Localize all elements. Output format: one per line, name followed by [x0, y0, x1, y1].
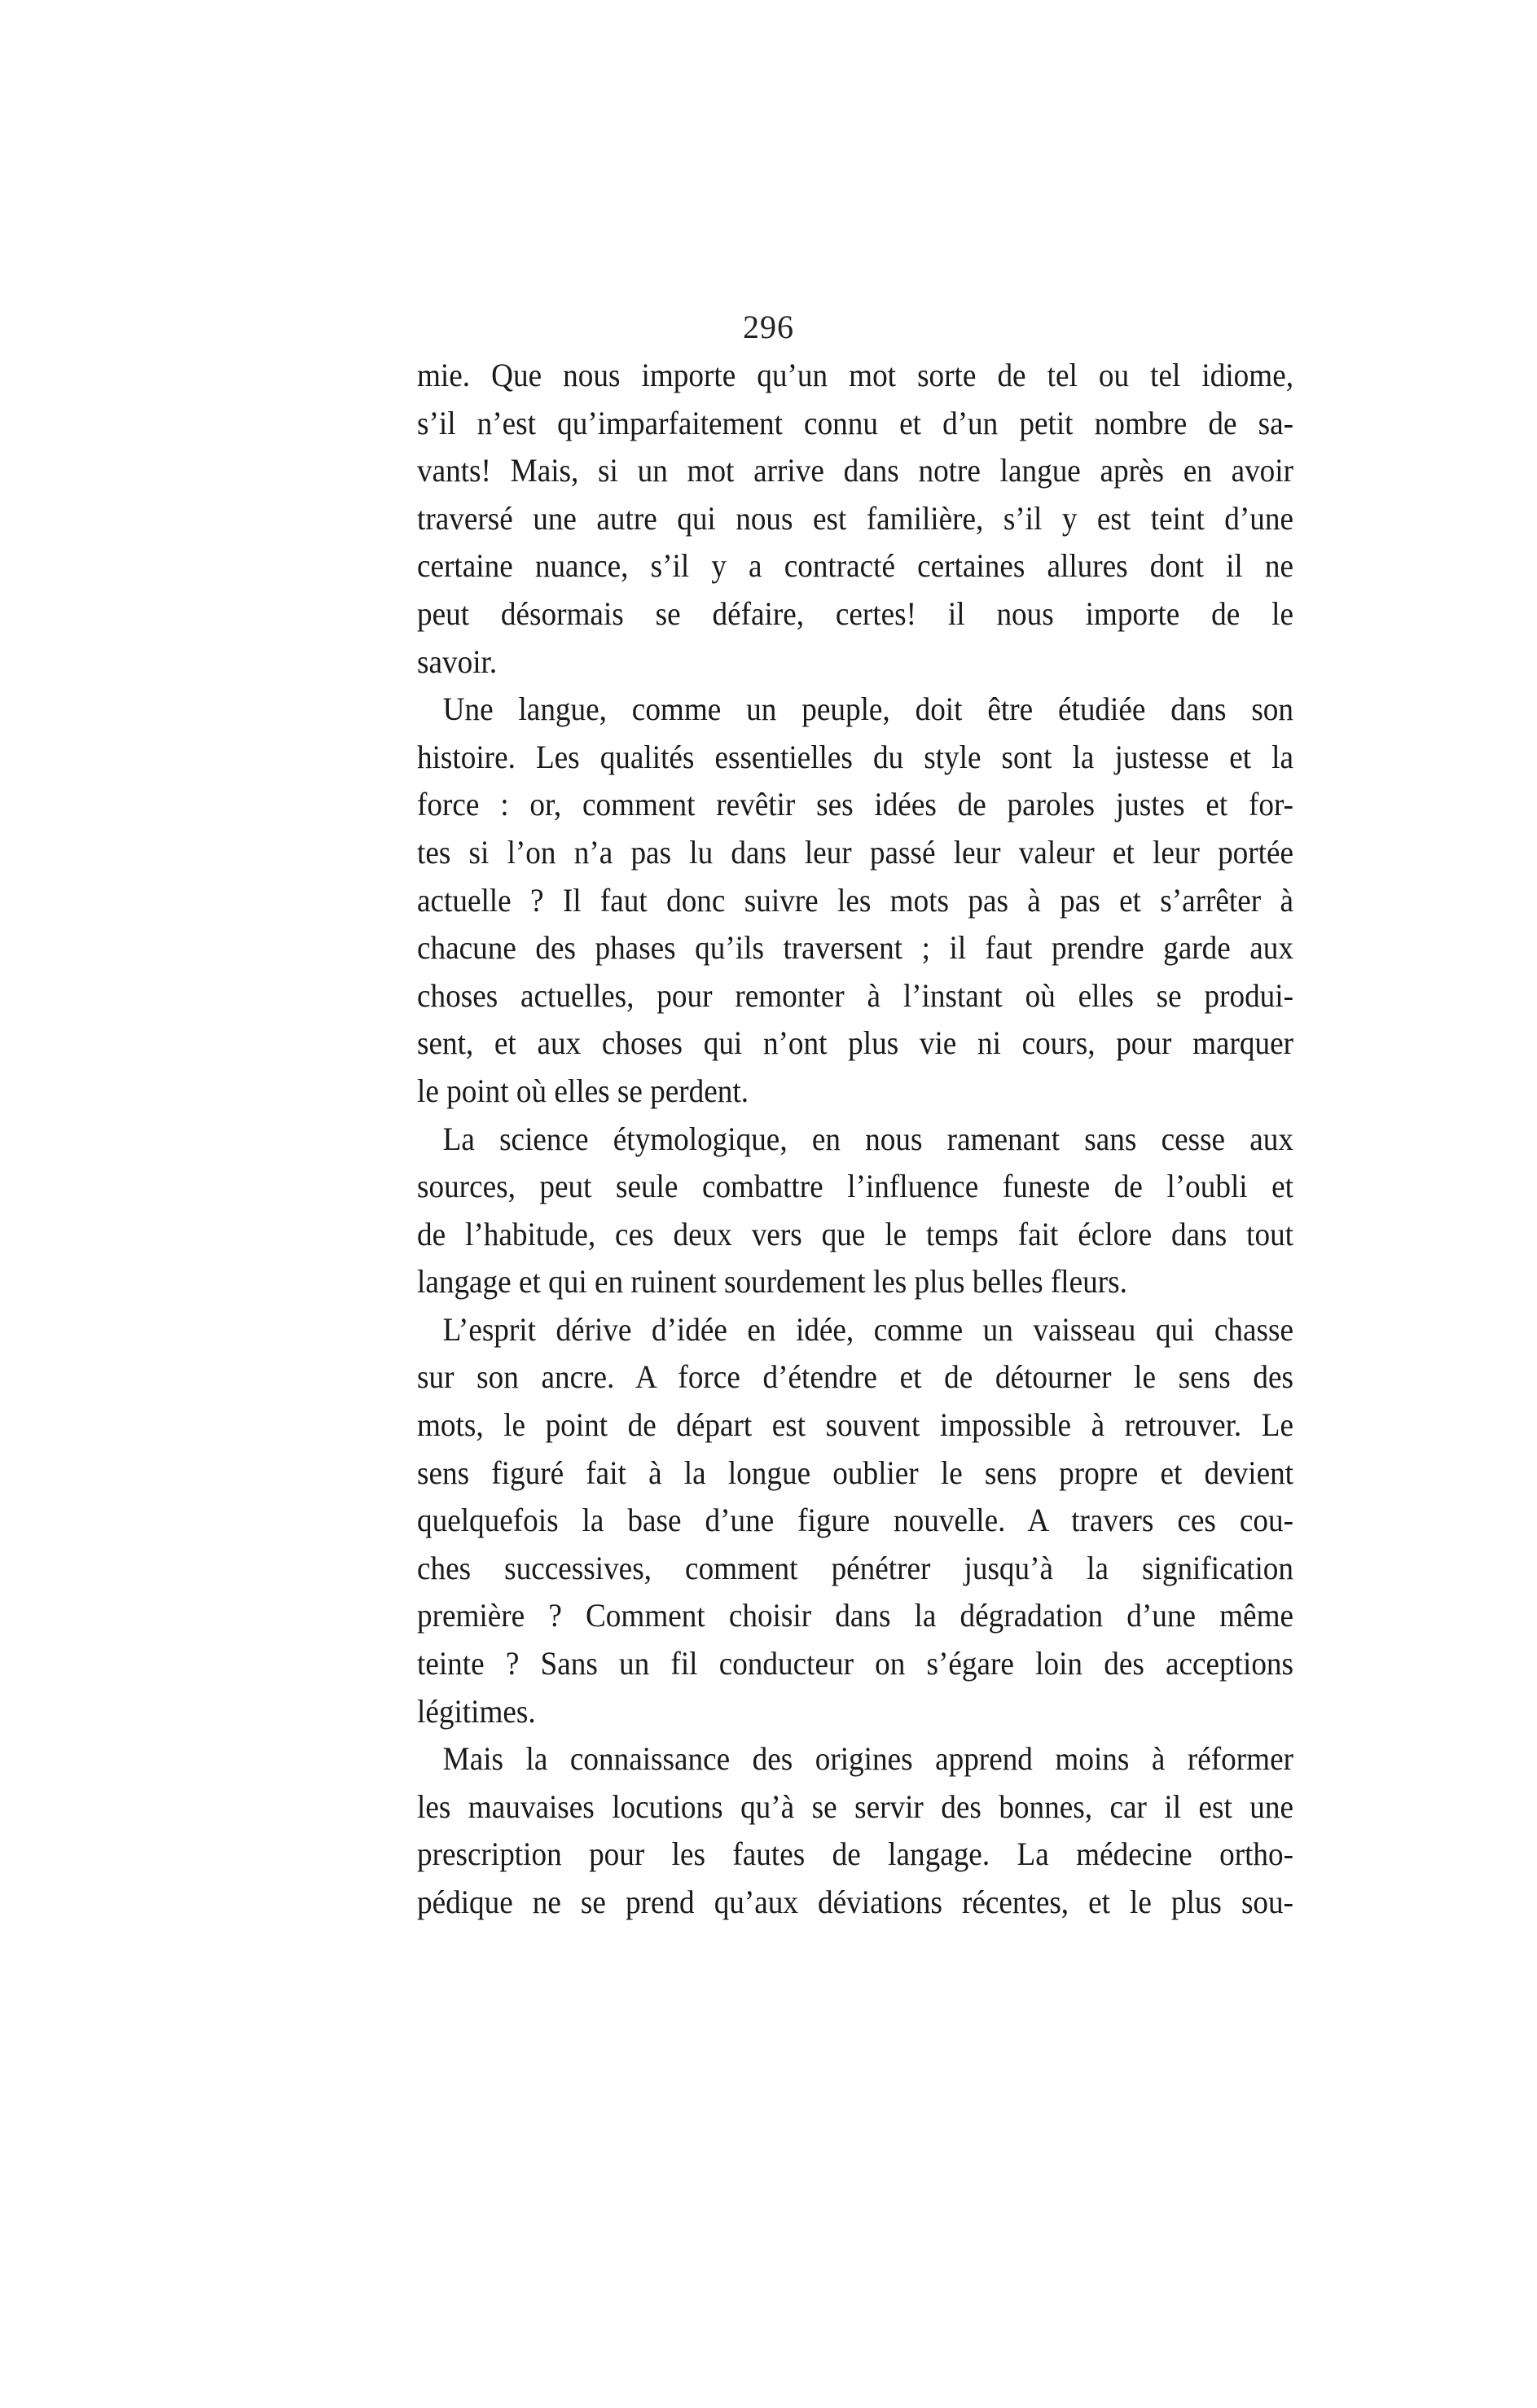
text-line: Une langue, comme un peuple, doit être étudiée dans son [442, 691, 1294, 728]
text-line: sur son ancre. A force d’étendre et de détourner le sens des [417, 1358, 1294, 1396]
text-line: certaine nuance, s’il y a contracté certaines allures dont il ne [417, 547, 1294, 585]
text-line: sources, peut seule combattre l’influence funeste de l’oubli et [417, 1168, 1294, 1205]
text-line: savoir. [417, 643, 498, 680]
text-line: choses actuelles, pour remonter à l’instant où elles se produi- [417, 976, 1294, 1014]
text-line: tes si l’on n’a pas lu dans leur passé leur valeur et leur portée [417, 833, 1294, 871]
text-line: vants! Mais, si un mot arrive dans notre langue après en avoir [417, 452, 1294, 489]
body-text [417, 352, 1294, 1927]
text-line: de l’habitude, ces deux vers que le temps fait éclore dans tout [417, 1215, 1294, 1252]
text-line: actuelle ? Il faut donc suivre les mots pas à pas et s’arrêter à [417, 881, 1294, 919]
text-line: légitimes. [417, 1692, 536, 1730]
text-line: quelquefois la base d’une figure nouvelle. A travers ces cou- [417, 1502, 1294, 1539]
text-line: ches successives, comment pénétrer jusqu’à la signification [417, 1549, 1294, 1586]
text-line: les mauvaises locutions qu’à se servir des bonnes, car il est une [417, 1787, 1294, 1825]
text-line: Mais la connaissance des origines apprend moins à réformer [442, 1740, 1294, 1778]
text-line: le point où elles se perdent. [417, 1072, 749, 1109]
text-line: force : or, comment revêtir ses idées de paroles justes et for- [417, 786, 1294, 823]
text-line: chacune des phases qu’ils traversent ; il faut prendre garde aux [417, 929, 1294, 967]
page-number: 296 [743, 309, 794, 345]
text-line: prescription pour les fautes de langage. La médecine ortho- [417, 1836, 1294, 1873]
text-line: L’esprit dérive d’idée en idée, comme un vaisseau qui chasse [442, 1310, 1294, 1348]
text-line: première ? Comment choisir dans la dégradation d’une même [417, 1597, 1294, 1634]
text-line: sens figuré fait à la longue oublier le sens propre et devient [417, 1454, 1294, 1491]
text-line: pédique ne se prend qu’aux déviations récentes, et le plus sou- [417, 1884, 1294, 1920]
text-line: mots, le point de départ est souvent impossible à retrouver. Le [417, 1406, 1294, 1444]
text-line: s’il n’est qu’imparfaitement connu et d’un petit nombre de sa- [417, 404, 1294, 441]
text-line: peut désormais se défaire, certes! il nous importe de le [417, 594, 1294, 632]
text-line: langage et qui en ruinent sourdement les plus belles fleurs. [417, 1263, 1127, 1300]
text-line: traversé une autre qui nous est familière, s’il y est teint d’une [417, 499, 1294, 537]
text-line: mie. Que nous importe qu’un mot sorte de tel ou tel idiome, [417, 357, 1294, 393]
text-line: La science étymologique, en nous ramenant sans cesse aux [442, 1120, 1294, 1157]
text-line: teinte ? Sans un fil conducteur on s’égare loin des acceptions [417, 1645, 1294, 1682]
text-line: sent, et aux choses qui n’ont plus vie ni cours, pour marquer [417, 1024, 1294, 1062]
text-line: histoire. Les qualités essentielles du style sont la justesse et la [417, 738, 1294, 775]
